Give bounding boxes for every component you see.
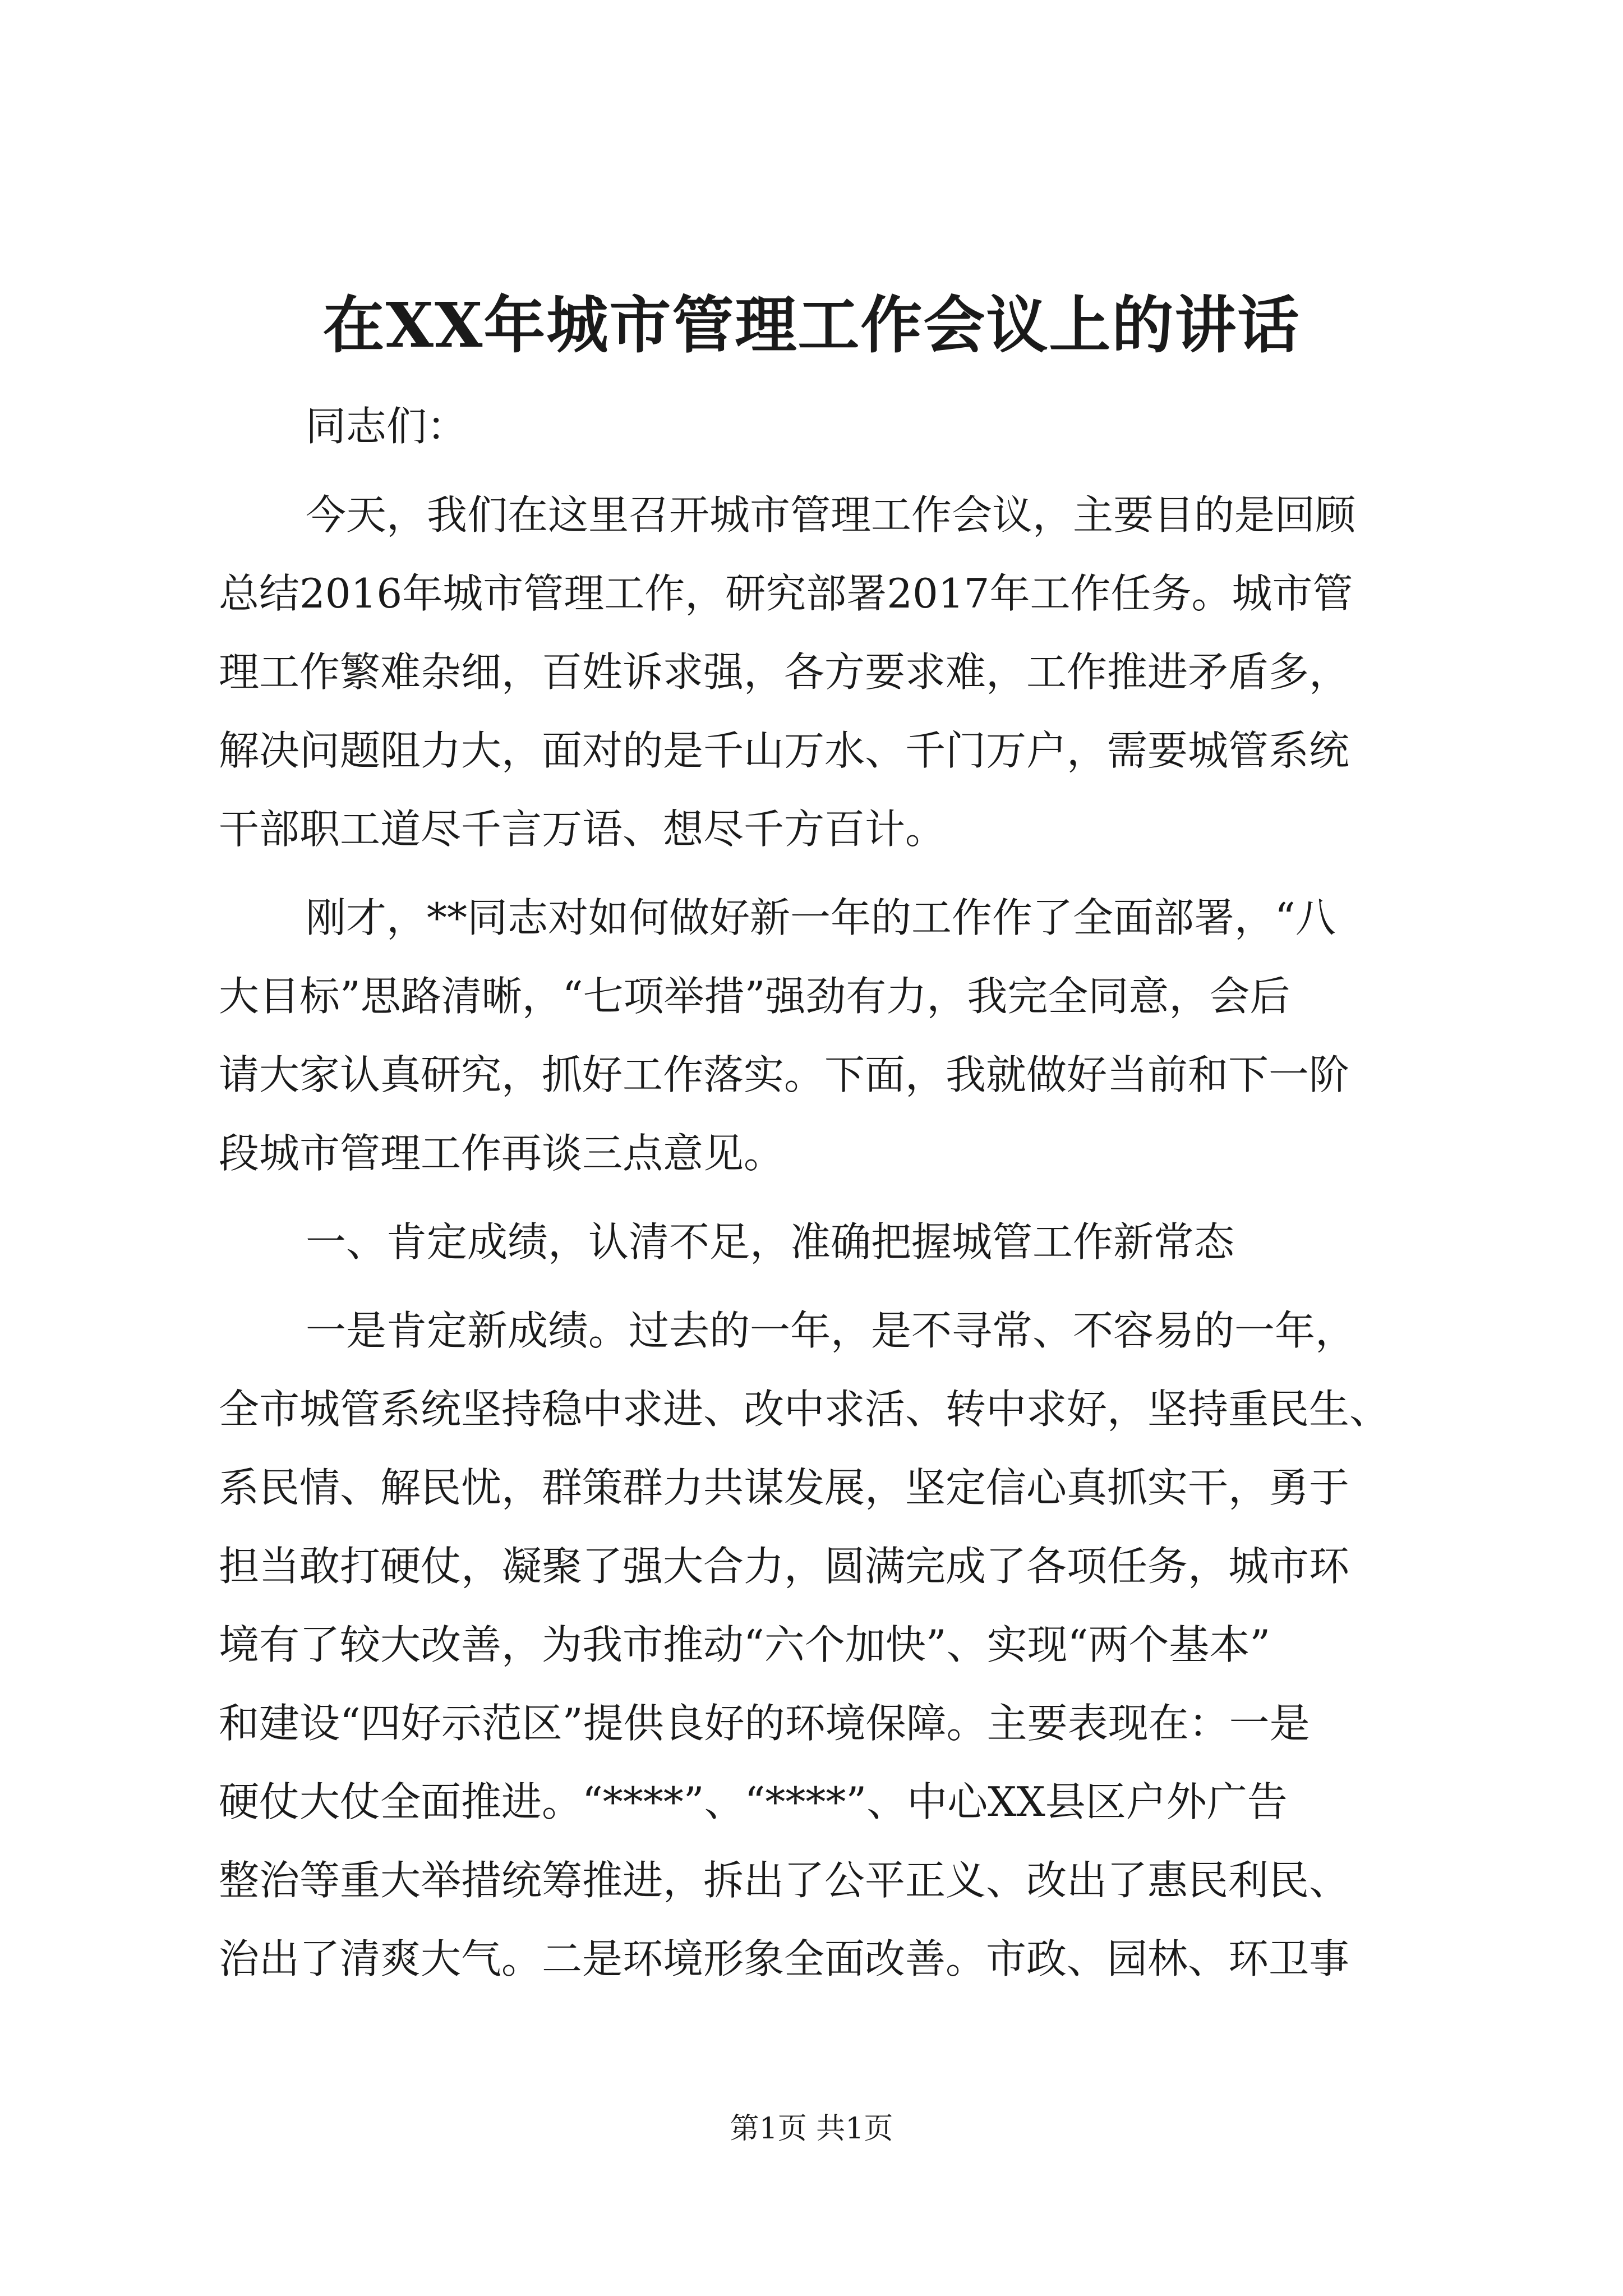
document-title: 在XX年城市管理工作会议上的讲话 [322,289,1301,361]
paragraph-line: 干部职工道尽千言万语、想尽千方百计。 [219,806,946,853]
paragraph-line: 整治等重大举措统筹推进，拆出了公平正义、改出了惠民利民、 [219,1857,1350,1904]
paragraph-gap [219,1281,1408,1291]
paragraph-line: 系民情、解民忧，群策群力共谋发展，坚定信心真抓实干，勇于 [219,1464,1350,1511]
paragraph-line: 大目标”思路清晰，“七项举措”强劲有力，我完全同意，会后 [219,973,1290,1020]
paragraph-3 [219,1291,1408,1998]
paragraph-line: 和建设“四好示范区”提供良好的环境保障。主要表现在：一是 [219,1700,1310,1747]
document-body [219,387,1408,1998]
paragraph-line: 刚才，**同志对如何做好新一年的工作作了全面部署，“八 [306,894,1336,941]
section-heading-line: 一、肯定成绩，认清不足，准确把握城管工作新常态 [306,1218,1235,1266]
paragraph-gap [219,868,1408,878]
paragraph-line: 境有了较大改善，为我市推动“六个加快”、实现“两个基本” [219,1621,1271,1668]
page-footer: 第1页 共1页 [730,2112,893,2146]
paragraph-line: 总结2016年城市管理工作，研究部署2017年工作任务。城市管 [219,570,1353,617]
paragraph-gap [219,466,1408,476]
paragraph-line: 理工作繁难杂细，百姓诉求强，各方要求难，工作推进矛盾多， [219,648,1350,696]
paragraph-line: 担当敢打硬仗，凝聚了强大合力，圆满完成了各项任务，城市环 [219,1543,1350,1590]
paragraph-line: 解决问题阻力大，面对的是千山万水、千门万户，需要城管系统 [219,727,1350,774]
paragraph-line: 今天，我们在这里召开城市管理工作会议，主要目的是回顾 [306,491,1356,539]
salutation: 同志们： [306,403,468,450]
paragraph-line: 段城市管理工作再谈三点意见。 [219,1130,785,1177]
paragraph-2 [219,878,1408,1193]
paragraph-1 [219,476,1408,868]
paragraph-line: 硬仗大仗全面推进。“****”、“****”、中心XX县区户外广告 [219,1778,1288,1825]
paragraph-line: 全市城管系统坚持稳中求进、改中求活、转中求好，坚持重民生、 [219,1386,1390,1433]
paragraph-line: 一是肯定新成绩。过去的一年，是不寻常、不容易的一年， [306,1307,1356,1354]
paragraph-gap [219,1193,1408,1203]
section-heading [219,1203,1408,1281]
paragraph-line: 请大家认真研究，抓好工作落实。下面，我就做好当前和下一阶 [219,1051,1350,1098]
paragraph-line: 治出了清爽大气。二是环境形象全面改善。市政、园林、环卫事 [219,1935,1350,1982]
